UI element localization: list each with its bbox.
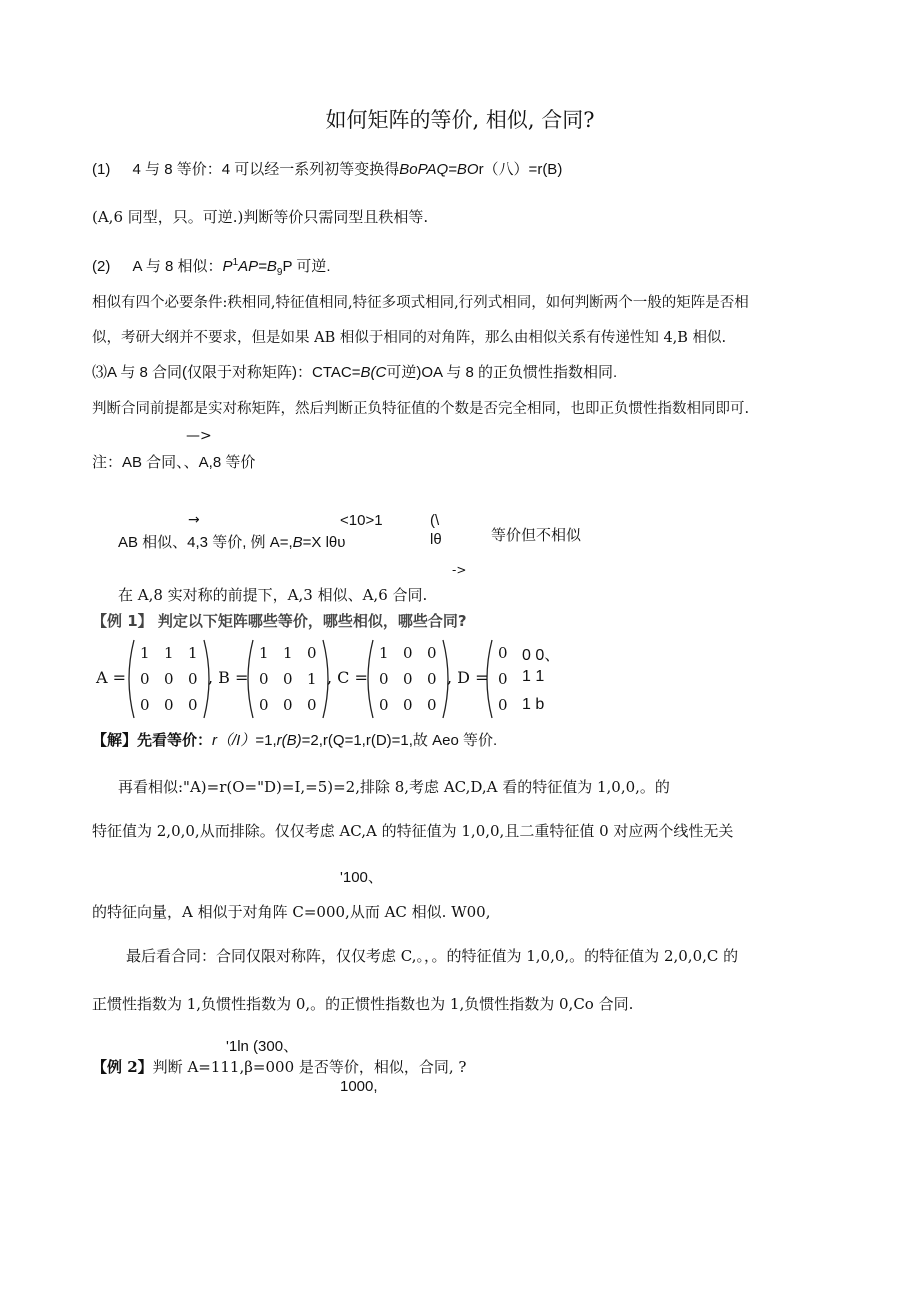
section-1-number: (1) xyxy=(92,161,111,178)
matrix-b-cell: 1 xyxy=(259,644,269,662)
solution-line-5: 最后看合同：合同仅限对称阵，仅仅考虑 C,。，。的特征值为 1,0,0,。的特征值为 2,0,0,C 的 xyxy=(126,947,739,965)
matrix-a-cell: 0 xyxy=(140,696,150,714)
example-1-title: 【例 1】 判定以下矩阵哪些等价，哪些相似，哪些合同? xyxy=(92,612,467,630)
section-2-para-1: 相似有四个必要条件:秩相同,特征值相同,特征多项式相同,行列式相同，如何判断两个一般的矩阵是否相 xyxy=(92,295,749,311)
matrix-b-cell: 0 xyxy=(259,670,269,688)
solution-line-4: 的特征向量，A 相似于对角阵 C=000,从而 AC 相似. W00, xyxy=(92,903,491,921)
matrix-d-label: , D = xyxy=(447,668,489,687)
matrix-c-cell: 0 xyxy=(379,696,389,714)
section-2-invertible: P 可逆. xyxy=(282,258,331,275)
section-1-formula: BoPAQ=BO xyxy=(399,161,479,178)
section-1-text: 4 与 8 等价：4 可以经一系列初等变换得 xyxy=(132,161,400,178)
matrix-b-cell: 1 xyxy=(283,644,293,662)
example-2-matrix-top: '1ln (300、 xyxy=(226,1038,299,1055)
section-2-sup: 1 xyxy=(232,257,239,268)
note-matrix-top-2: (\ xyxy=(430,512,440,529)
solution-rank-a-val: =1, xyxy=(255,732,277,749)
matrix-a-cell: 1 xyxy=(164,644,174,662)
matrix-d-cell: 0 xyxy=(498,670,508,688)
section-3-formula: B(C xyxy=(360,364,387,381)
solution-label: 【解】先看等价： xyxy=(92,731,213,749)
note-arrow-2: → xyxy=(188,512,200,528)
section-1-rank: r（八）=r(B) xyxy=(478,161,563,178)
matrix-b-left-bracket xyxy=(248,640,253,718)
matrix-a-cell: 0 xyxy=(188,670,198,688)
matrix-d-cell: 0 xyxy=(498,644,508,662)
section-2-line xyxy=(92,255,331,278)
matrix-c-cell: 0 xyxy=(379,670,389,688)
matrix-c-cell: 0 xyxy=(427,670,437,688)
solution-line-2: 再看相似:"A)=r(O="D)=I,=5)=2,排除 8,考虑 AC,D,A 看的特征值为 1,0,0,。的 xyxy=(118,778,670,796)
example-2-matrix-bottom: 1000, xyxy=(340,1078,378,1095)
matrix-a-cell: 1 xyxy=(140,644,150,662)
section-3-line xyxy=(92,361,617,382)
matrix-b-cell: 0 xyxy=(307,696,317,714)
matrix-c-cell: 0 xyxy=(427,644,437,662)
matrix-c-cell: 0 xyxy=(403,696,413,714)
matrix-a-cell: 0 xyxy=(188,696,198,714)
section-2-sub: 9 xyxy=(276,267,283,278)
section-2-number: (2) xyxy=(92,258,111,275)
matrix-d-cell: 1 1 xyxy=(522,668,545,685)
matrix-b-cell: 0 xyxy=(259,696,269,714)
section-3-tail: 可逆)OA 与 8 的正负惯性指数相同. xyxy=(386,364,618,381)
note-line-2-matrix-b: lθ xyxy=(430,531,442,548)
solution-line-1 xyxy=(92,729,497,750)
matrix-c-left-bracket xyxy=(368,640,373,718)
note-line-2-matrix: =X lθυ xyxy=(302,534,346,551)
matrix-a-cell: 0 xyxy=(164,696,174,714)
matrix-c-cell: 0 xyxy=(427,696,437,714)
matrix-d-cell: 1 b xyxy=(522,696,545,713)
note-line-2-b: B xyxy=(292,534,303,551)
matrix-a-label: A = xyxy=(96,668,127,687)
solution-rank-rest: =2,r(Q=1,r(D)=1,故 Aeo 等价. xyxy=(301,732,498,749)
example-2-line xyxy=(92,1056,466,1077)
note-line-2-text: AB 相似、4,3 等价, 例 A=, xyxy=(118,534,293,551)
matrix-b-cell: 0 xyxy=(283,670,293,688)
solution-matrix-top: '100、 xyxy=(340,869,383,886)
solution-line-3: 特征值为 2,0,0,从而排除。仅仅考虑 AC,A 的特征值为 1,0,0,且二重特征值 0 对应两个线性无关 xyxy=(92,822,734,840)
solution-line-6: 正惯性指数为 1,负惯性指数为 0,。的正惯性指数也为 1,负惯性指数为 0,Co 合同. xyxy=(92,995,634,1013)
matrix-c-cell: 1 xyxy=(379,644,389,662)
note-line-3: 在 A,8 实对称的前提下，A,3 相似、A,6 合同. xyxy=(118,586,428,604)
note-matrix-top-1: <10>1 xyxy=(340,512,383,529)
matrix-d-cell: 0 0、 xyxy=(522,647,561,664)
matrix-d-cell: 0 xyxy=(498,696,508,714)
note-arrow-1: —> xyxy=(186,428,212,444)
matrix-b-cell: 1 xyxy=(307,670,317,688)
section-2-para-2: 似，考研大纲并不要求，但是如果 AB 相似于相同的对角阵，那么由相似关系有传递性知 4,B 相似. xyxy=(92,330,727,346)
example-2-label: 【例 2】 xyxy=(92,1058,153,1076)
section-2-formula-p: P xyxy=(222,258,233,275)
matrix-a-cell: 0 xyxy=(140,670,150,688)
section-1-line-2: (A,6 同型，只。可逆.)判断等价只需同型且秩相等. xyxy=(92,208,429,226)
matrix-a-left-bracket xyxy=(129,640,134,718)
matrix-a-cell: 1 xyxy=(188,644,198,662)
section-2-formula: AP=B xyxy=(238,258,277,275)
matrix-c-label: , C = xyxy=(327,668,368,687)
example-2-text: 判断 A=111,β=000 是否等价，相似，合同, ? xyxy=(152,1058,467,1076)
note-line-2 xyxy=(118,531,345,552)
solution-rank-b: r(B) xyxy=(276,732,302,749)
note-arrow-3: -> xyxy=(452,563,467,577)
matrix-c-cell: 0 xyxy=(403,644,413,662)
note-line-1: 注：AB 合同、、A,8 等价 xyxy=(92,454,256,471)
matrix-b-cell: 0 xyxy=(307,644,317,662)
example-1-matrices xyxy=(96,636,570,722)
matrix-c-cell: 0 xyxy=(403,670,413,688)
note-line-2-remark: 等价但不相似 xyxy=(491,526,582,544)
section-2-text: A 与 8 相似： xyxy=(132,258,223,275)
section-3-para: 判断合同前提都是实对称矩阵，然后判断正负特征值的个数是否完全相同，也即正负惯性指数相同即可. xyxy=(92,401,750,417)
section-1-line xyxy=(92,158,562,179)
page-title: 如何矩阵的等价, 相似, 合同? xyxy=(325,108,595,132)
matrix-b-cell: 0 xyxy=(283,696,293,714)
matrix-a-cell: 0 xyxy=(164,670,174,688)
matrix-b-label: , B = xyxy=(208,668,249,687)
section-3-number: ⑶ xyxy=(92,364,108,381)
solution-rank-a: r（/I） xyxy=(212,732,256,749)
section-3-text: A 与 8 合同(仅限于对称矩阵)：CTAC= xyxy=(107,364,361,381)
